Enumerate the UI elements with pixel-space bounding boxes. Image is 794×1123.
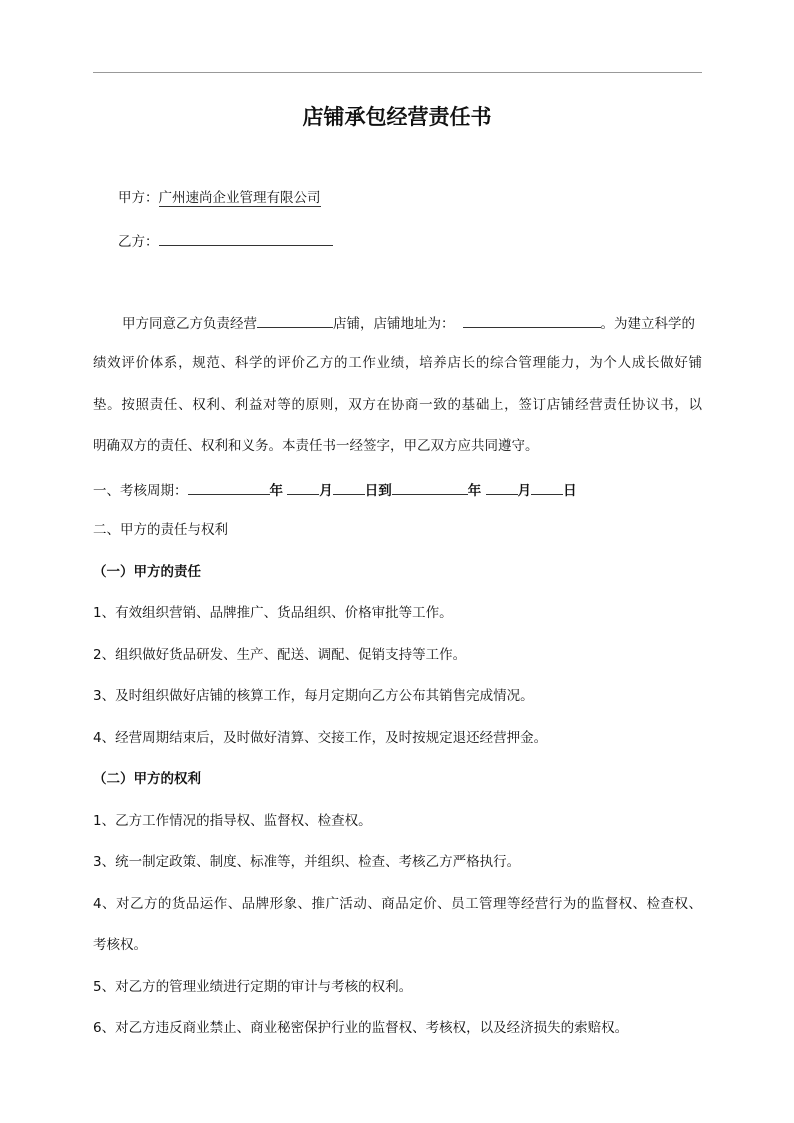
party-a-line xyxy=(118,188,733,208)
list-item: 2、组织做好货品研发、生产、配送、调配、促销支持等工作。 xyxy=(93,647,467,663)
intro-line-1 xyxy=(122,312,702,334)
list-item: 5、对乙方的管理业绩进行定期的审计与考核的权利。 xyxy=(93,979,413,995)
year-label: 年 xyxy=(467,483,482,499)
list-item: 3、统一制定政策、制度、标准等，并组织、检查、考核乙方严格执行。 xyxy=(93,854,521,870)
start-day-blank xyxy=(333,479,365,495)
month-label: 月 xyxy=(517,483,532,499)
start-month-blank xyxy=(287,479,319,495)
intro-text: 甲方同意乙方负责经营 xyxy=(122,316,257,332)
month-label: 月 xyxy=(319,483,333,499)
party-b-line xyxy=(118,230,733,252)
sub-2-heading: （二）甲方的权利 xyxy=(93,771,201,787)
shop-name-blank xyxy=(257,312,333,328)
party-b-label: 乙方： xyxy=(118,234,159,250)
intro-line-3: 垫。按照责任、权利、利益对等的原则，双方在协商一致的基础上，签订店铺经营责任协议书，以 xyxy=(93,397,702,413)
year-label: 年 xyxy=(269,483,283,499)
shop-address-blank xyxy=(463,312,601,328)
party-b-blank xyxy=(159,230,333,246)
sub-1-heading: （一）甲方的责任 xyxy=(93,564,201,580)
intro-line-4: 明确双方的责任、权利和义务。本责任书一经签字，甲乙双方应共同遵守。 xyxy=(93,438,539,454)
party-a-label: 甲方： xyxy=(118,190,159,206)
list-item: 1、有效组织营销、品牌推广、货品组织、价格审批等工作。 xyxy=(93,605,453,621)
section-2-heading: 二、甲方的责任与权利 xyxy=(93,522,228,538)
intro-text: 。为建立科学的 xyxy=(600,316,695,332)
day-to-label: 日到 xyxy=(364,483,392,499)
period-line xyxy=(93,479,708,501)
intro-line-2: 绩效评价体系，规范、科学的评价乙方的工作业绩，培养店长的综合管理能力，为个人成长做好铺 xyxy=(93,355,702,371)
list-item: 4、经营周期结束后，及时做好清算、交接工作，及时按规定退还经营押金。 xyxy=(93,730,548,746)
list-item-continued: 考核权。 xyxy=(93,937,147,953)
document-title: 店铺承包经营责任书 xyxy=(302,105,492,129)
start-year-blank xyxy=(188,479,270,495)
day-label: 日 xyxy=(563,483,577,499)
end-month-blank xyxy=(486,479,518,495)
end-year-blank xyxy=(392,479,468,495)
header-rule xyxy=(93,72,702,73)
intro-text: 店铺，店铺地址为： xyxy=(333,316,455,332)
end-day-blank xyxy=(531,479,563,495)
party-a-value: 广州速尚企业管理有限公司 xyxy=(158,190,321,206)
period-label: 一、考核周期： xyxy=(93,483,188,499)
list-item: 6、对乙方违反商业禁止、商业秘密保护行业的监督权、考核权，以及经济损失的索赔权。 xyxy=(93,1020,629,1036)
list-item: 1、乙方工作情况的指导权、监督权、检查权。 xyxy=(93,813,372,829)
list-item: 4、对乙方的货品运作、品牌形象、推广活动、商品定价、员工管理等经营行为的监督权、检查权、 xyxy=(93,896,702,912)
list-item: 3、及时组织做好店铺的核算工作，每月定期向乙方公布其销售完成情况。 xyxy=(93,688,534,704)
